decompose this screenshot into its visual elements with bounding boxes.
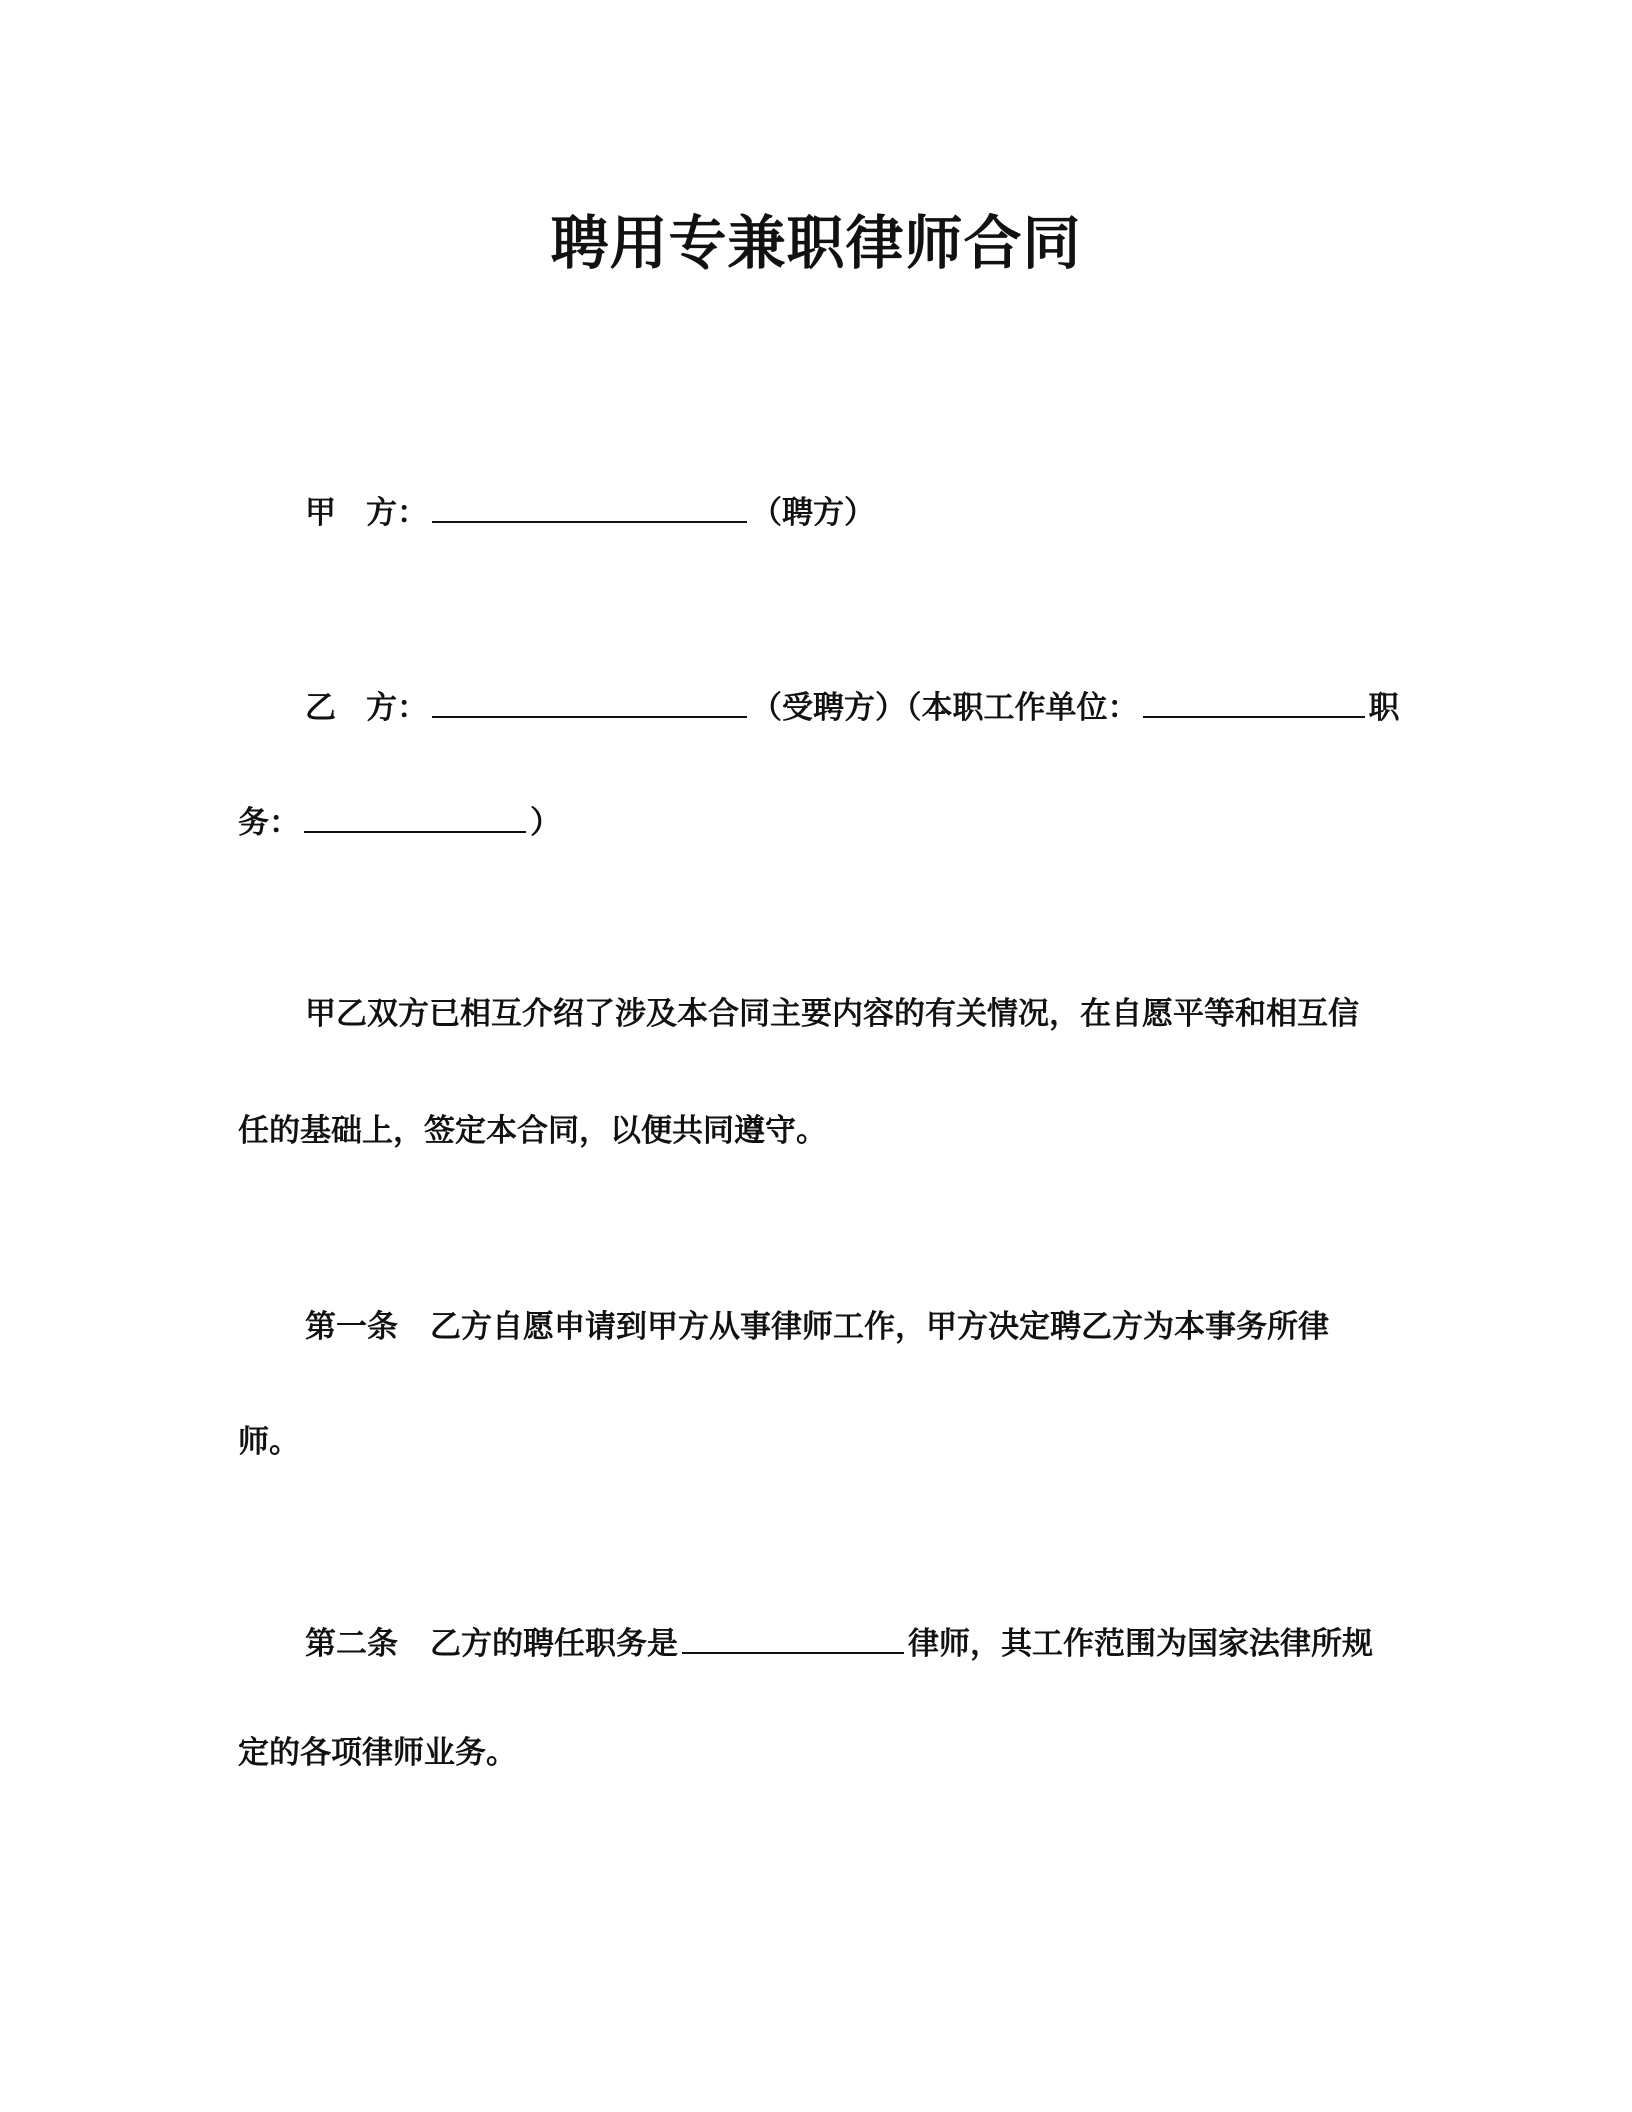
intro-line-2: 任的基础上，签定本合同，以便共同遵守。: [238, 1113, 827, 1149]
party-b-label-1: 乙: [305, 690, 336, 726]
party-b-line-2: [238, 797, 561, 843]
party-b-suffix: （受聘方）（本职工作单位：: [751, 690, 1139, 726]
article-2-text-before: 乙方的聘任职务是: [430, 1626, 678, 1662]
document-title: 聘用专兼职律师合同: [550, 209, 1082, 277]
party-b-label-2: 方：: [366, 690, 428, 726]
article-1-heading: 第一条: [305, 1309, 398, 1345]
article-2-text-after: 律师，其工作范围为国家法律所规: [908, 1626, 1373, 1662]
intro-line-1: 甲乙双方已相互介绍了涉及本合同主要内容的有关情况，在自愿平等和相互信: [305, 996, 1359, 1032]
party-b-name-blank[interactable]: [432, 682, 747, 718]
article-2-line-2: 定的各项律师业务。: [238, 1735, 517, 1771]
article-2-line-1: [305, 1618, 1373, 1664]
party-a-suffix: （聘方）: [751, 495, 875, 531]
article-2-position-blank[interactable]: [682, 1618, 904, 1654]
party-b-close: ）: [530, 805, 561, 841]
article-2-heading: 第二条: [305, 1626, 398, 1662]
party-b-position-blank[interactable]: [304, 797, 526, 833]
party-b-workplace-blank[interactable]: [1143, 682, 1365, 718]
article-1-line-2: 师。: [238, 1424, 300, 1460]
article-1-text: 乙方自愿申请到甲方从事律师工作，甲方决定聘乙方为本事务所律: [430, 1309, 1329, 1345]
party-b-line: [305, 682, 1400, 728]
party-a-label-2: 方：: [366, 495, 428, 531]
party-a-label-1: 甲: [305, 495, 336, 531]
party-a-name-blank[interactable]: [432, 487, 747, 523]
party-a-line: [305, 487, 875, 533]
party-b-position-label: 务：: [238, 805, 300, 841]
article-1-line-1: [305, 1307, 1329, 1347]
party-b-tail: 职: [1368, 690, 1400, 726]
